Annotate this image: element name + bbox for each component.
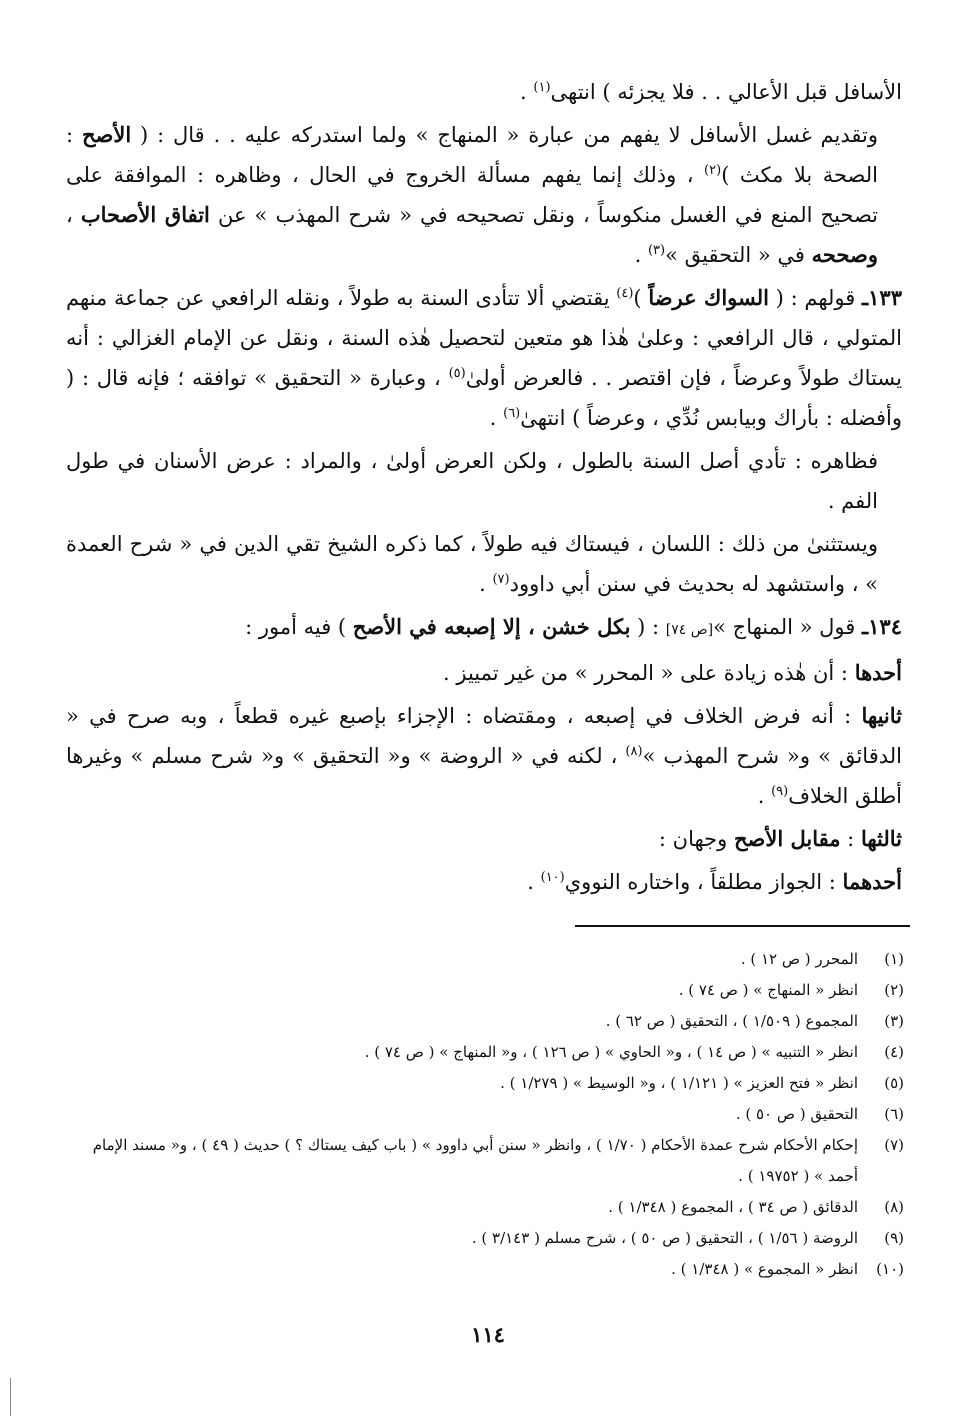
footnote-number: (٣) — [884, 1012, 904, 1030]
paragraph-7 — [66, 653, 902, 693]
text-run: وتقديم غسل الأسافل لا يفهم من عبارة « المنهاج » ولما استدركه عليه . . قال : ( — [140, 123, 878, 147]
footnote-text: المحرر ( ص ١٢ ) . — [740, 950, 858, 968]
text-run: فظاهره : تأدي أصل السنة بالطول ، ولكن العرض أولىٰ ، والمراد : عرض الأسنان في طول الفم . — [66, 449, 878, 513]
footnote-8 — [74, 1192, 904, 1223]
footnote-ref[interactable]: (٢) — [704, 163, 722, 178]
point-heading: ثانيها — [861, 703, 902, 728]
footnote-number: (٦) — [884, 1105, 904, 1123]
text-run: . — [520, 80, 534, 104]
footnote-text: انظر « التنبيه » ( ص ١٤ ) ، و« الحاوي » ( ص ١٢٦ ) ، و« المنهاج » ( ص ٧٤ ) . — [364, 1043, 858, 1061]
text-run: ، وذلك إنما يفهم مسألة الخروج في الحال ، وظاهره : الموافقة على تصحيح المنع في الغسل منكوساً ، ونقل تصحيحه في « شرح المهذب » عن — [66, 163, 879, 227]
footnote-ref[interactable]: (١) — [533, 80, 551, 95]
footnote-10 — [74, 1254, 904, 1285]
text-run: . — [757, 784, 772, 808]
footnote-ref[interactable]: (٣) — [647, 243, 666, 258]
text-run: . — [489, 406, 504, 430]
footnote-1 — [74, 944, 904, 975]
footnote-number: (٩) — [884, 1229, 904, 1247]
footnote-text: انظر « المجموع » ( ١/٣٤٨ ) . — [671, 1260, 858, 1278]
main-text — [66, 72, 902, 902]
footnote-number: (٥) — [884, 1074, 904, 1092]
issue-number: ١٣٣ـ — [861, 285, 902, 310]
paragraph-9 — [66, 819, 902, 859]
footnote-text: إحكام الأحكام شرح عمدة الأحكام ( ١/٧٠ ) ، وانظر « سنن أبي داوود » ( باب كيف يستاك ؟ ) حديث ( ٤٩ ) ، و« مسند الإمام أحمد » ( ١٩٧٥٢ ) . — [92, 1136, 858, 1185]
footnote-ref[interactable]: (١٠) — [540, 870, 565, 885]
footnote-5 — [74, 1068, 904, 1099]
footnote-number: (٧) — [884, 1136, 904, 1154]
footnote-4 — [74, 1037, 904, 1068]
footnotes — [74, 944, 904, 1285]
text-run: ، وعبارة « التحقيق » توافقه ؛ فإنه قال : ( وأفضله : بأراك وبيابس نُدِّي ، وعرضاً ) انتهىٰ — [66, 366, 902, 430]
footnote-ref[interactable]: (٧) — [492, 572, 510, 587]
footnote-ref[interactable]: (٤) — [616, 286, 634, 301]
text-run: الأسافل قبل الأعالي . . فلا يجزئه ) انتهى — [550, 80, 902, 104]
text-run: في « التحقيق » — [665, 243, 812, 267]
footnote-number: (١) — [884, 950, 904, 968]
paragraph-2 — [66, 115, 902, 275]
paragraph-4 — [66, 441, 902, 521]
text-run: ، — [66, 203, 81, 227]
bold-term: وصححه — [811, 242, 878, 267]
footnote-ref[interactable]: (٨) — [625, 744, 643, 759]
footnote-ref[interactable]: (٦) — [503, 406, 521, 421]
footnote-7 — [74, 1130, 904, 1192]
page-body — [66, 72, 902, 905]
footnote-text: التحقيق ( ص ٥٠ ) . — [735, 1105, 858, 1123]
bold-term: الأصح — [81, 122, 132, 147]
paragraph-6 — [66, 607, 902, 650]
bold-term: مقابل الأصح — [733, 826, 841, 851]
page-reference: [ص ٧٤] — [665, 622, 714, 638]
text-run: : أنه فرض الخلاف في إصبعه ، ومقتضاه : الإجزاء بإصبع غيره قطعاً ، وبه صرح في « الدقائق » و« شرح المهذب » — [66, 704, 902, 768]
text-run: : أن هٰذه زيادة على « المحرر » من غير تمييز . — [443, 661, 855, 685]
text-run: ويستثنىٰ من ذلك : اللسان ، فيستاك فيه طولاً ، كما ذكره الشيخ تقي الدين في « شرح العمدة » ، واستشهد له بحديث في سنن أبي داوود — [66, 532, 878, 596]
footnote-number: (١٠) — [876, 1260, 904, 1278]
bold-term: اتفاق الأصحاب — [80, 202, 210, 227]
paragraph-5 — [66, 524, 902, 604]
footnote-text: الدقائق ( ص ٣٤ ) ، المجموع ( ١/٣٤٨ ) . — [608, 1198, 858, 1216]
text-run: ) فيه أمور : — [245, 615, 353, 639]
paragraph-8 — [66, 696, 902, 816]
footnote-9 — [74, 1223, 904, 1254]
issue-number: ١٣٤ـ — [862, 614, 902, 639]
text-run: : الصحة بلا مكث ) — [66, 123, 878, 187]
text-run: : — [840, 827, 861, 851]
footnote-text: انظر « المنهاج » ( ص ٧٤ ) . — [678, 981, 858, 999]
footnote-number: (٢) — [884, 981, 904, 999]
text-run: قولهم : ( — [775, 286, 862, 310]
text-run: يقتضي ألا تتأدى السنة به طولاً ، ونقله الرافعي عن جماعة منهم المتولي ، قال الرافعي : وعلىٰ هٰذا هو متعين لتحصيل هٰذه السنة ، ونقل عن الإمام الغزالي : أنه يستاك طولاً وعرضاً ، فإن اقتصر . . فالعرض أولىٰ — [66, 286, 902, 390]
paragraph-3 — [66, 278, 902, 438]
footnote-ref[interactable]: (٥) — [448, 366, 466, 381]
text-run: قول « المنهاج » — [713, 615, 862, 639]
scan-edge-line — [10, 1378, 11, 1416]
bold-term: السواك عرضاً — [648, 285, 769, 310]
point-heading: ثالثها — [860, 826, 902, 851]
footnote-number: (٨) — [884, 1198, 904, 1216]
footnote-number: (٤) — [884, 1043, 904, 1061]
text-run: . — [634, 243, 648, 267]
footnote-text: المجموع ( ١/٥٠٩ ) ، التحقيق ( ص ٦٢ ) . — [605, 1012, 858, 1030]
text-run: ) — [633, 286, 649, 310]
text-run: : الجواز مطلقاً ، واختاره النووي — [564, 870, 843, 894]
footnote-2 — [74, 975, 904, 1006]
page-number: ١١٤ — [471, 1322, 505, 1347]
text-run: : ( — [637, 615, 666, 639]
bold-quote: بكل خشن ، إلا إصبعه في الأصح — [352, 614, 631, 639]
text-run: وجهان : — [658, 827, 734, 851]
text-run: ، لكنه في « الروضة » و« التحقيق » و« شرح مسلم » وغيرها أطلق الخلاف — [66, 744, 902, 808]
paragraph-10 — [66, 862, 902, 902]
point-heading: أحدها — [854, 660, 902, 685]
footnote-3 — [74, 1006, 904, 1037]
footnote-separator — [575, 925, 910, 927]
text-run: . — [527, 870, 541, 894]
footnote-ref[interactable]: (٩) — [771, 784, 789, 799]
footnote-text: انظر « فتح العزيز » ( ١/١٢١ ) ، و« الوسيط » ( ١/٢٧٩ ) . — [500, 1074, 858, 1092]
text-run: . — [479, 572, 493, 596]
footnote-6 — [74, 1099, 904, 1130]
paragraph-1 — [66, 72, 902, 112]
point-heading: أحدهما — [842, 869, 902, 894]
footnote-text: الروضة ( ١/٥٦ ) ، التحقيق ( ص ٥٠ ) ، شرح مسلم ( ٣/١٤٣ ) . — [471, 1229, 858, 1247]
